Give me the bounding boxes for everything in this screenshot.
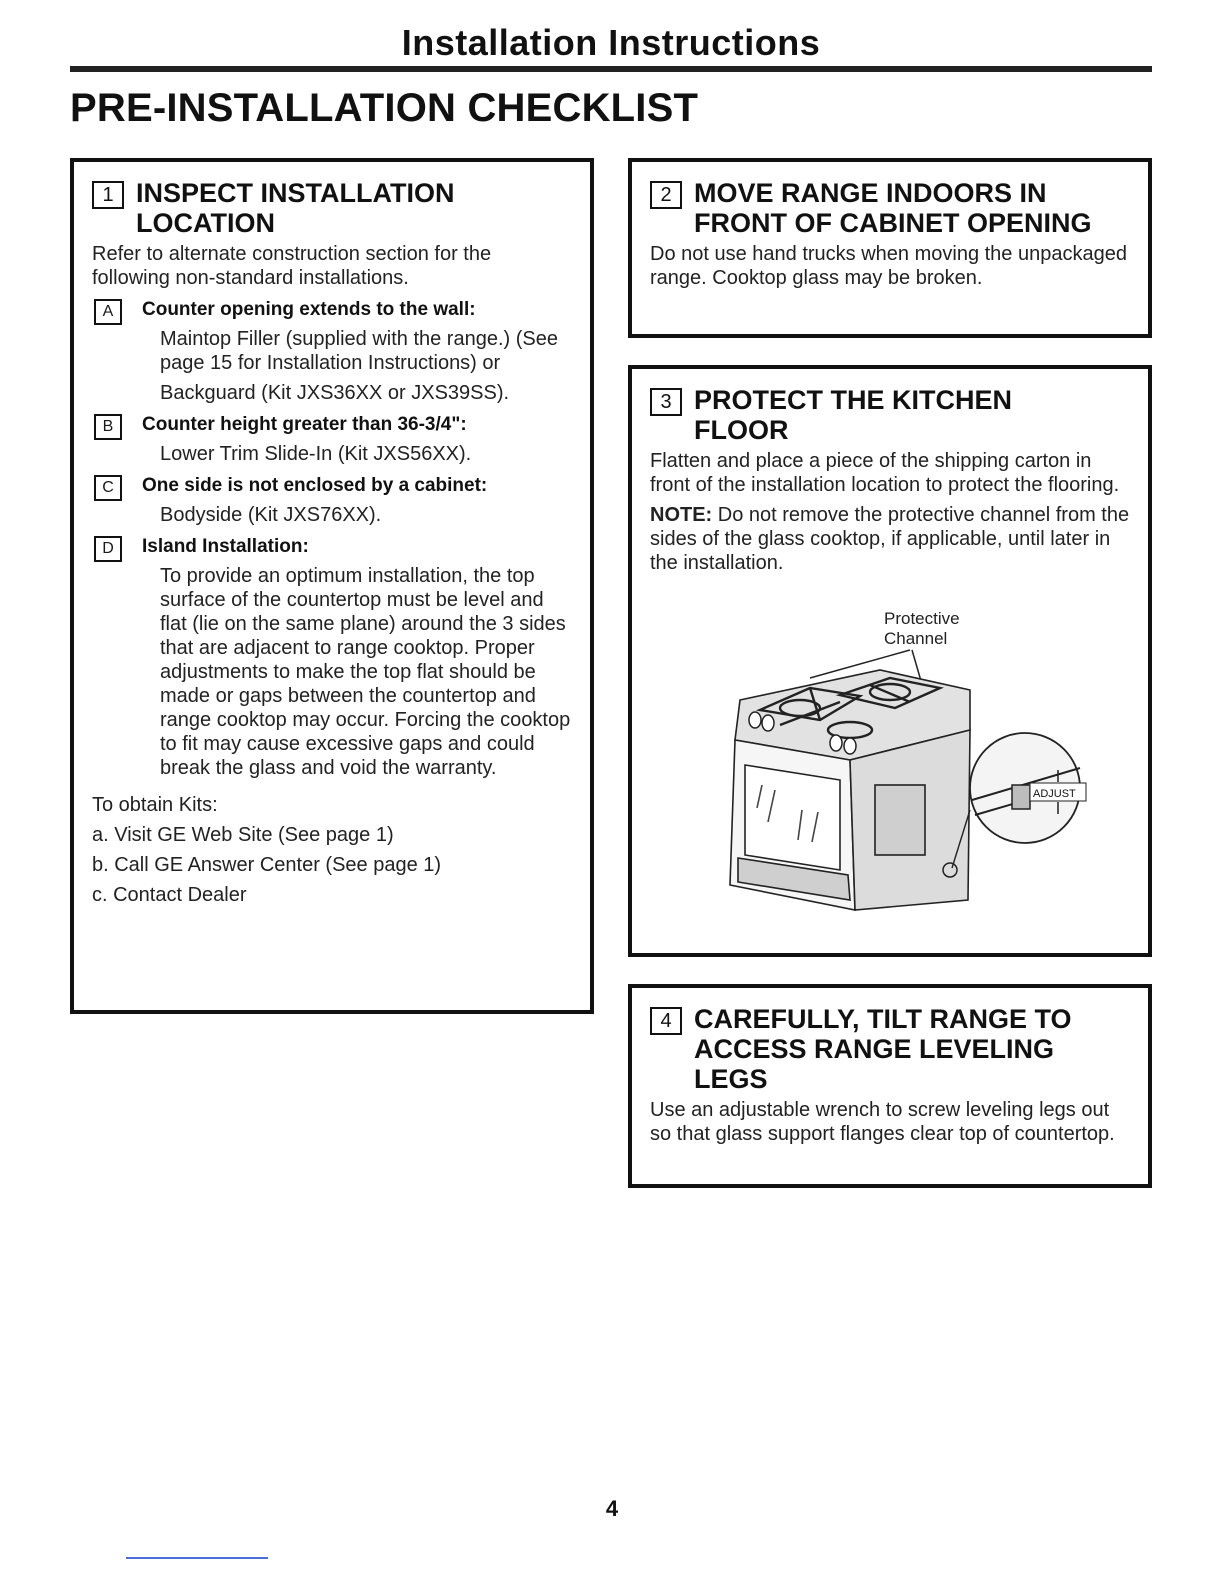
adjust-label: ADJUST xyxy=(1033,788,1076,800)
item-b-letter: B xyxy=(94,414,122,440)
item-c-heading: One side is not enclosed by a cabinet: xyxy=(142,475,488,496)
item-d-letter: D xyxy=(94,536,122,562)
item-a-letter: A xyxy=(94,299,122,325)
step-1-heading: INSPECT INSTALLATION LOCATION xyxy=(136,178,455,238)
item-b xyxy=(92,413,572,440)
note-label: NOTE: xyxy=(650,504,713,526)
kit-option-c: c. Contact Dealer xyxy=(92,884,247,906)
page-number: 4 xyxy=(605,1496,619,1521)
item-b-heading: Counter height greater than 36-3/4": xyxy=(142,414,467,435)
step-2-heading: MOVE RANGE INDOORS IN FRONT OF CABINET OPENING xyxy=(694,178,1092,238)
kits-intro: To obtain Kits: xyxy=(92,794,218,816)
kits-list xyxy=(92,790,572,910)
step-4-title xyxy=(650,1004,1130,1094)
note-text: Do not remove the protective channel from the sides of the glass cooktop, if applicable, until later in the installation. xyxy=(650,504,1130,574)
range-body xyxy=(730,670,970,910)
item-a-heading: Counter opening extends to the wall: xyxy=(142,299,476,320)
item-c-line-1: Bodyside (Kit JXS76XX). xyxy=(160,504,382,526)
step-4-number: 4 xyxy=(650,1007,682,1035)
item-d-body xyxy=(92,564,572,780)
item-d-heading: Island Installation: xyxy=(142,536,309,557)
diagram-label-channel: Channel xyxy=(884,629,948,648)
header-rule xyxy=(70,66,1152,72)
step-4-heading: CAREFULLY, TILT RANGE TO ACCESS RANGE LEVELING LEGS xyxy=(694,1004,1072,1094)
step-3-number: 3 xyxy=(650,388,682,416)
item-a xyxy=(92,298,572,325)
diagram-label-protective: Protective xyxy=(884,609,960,628)
range-diagram xyxy=(700,600,1110,940)
step-2-body: Do not use hand trucks when moving the unpackaged range. Cooktop glass may be broken. xyxy=(650,243,1127,289)
kit-option-a: a. Visit GE Web Site (See page 1) xyxy=(92,824,394,846)
step-3-note xyxy=(650,503,1130,575)
step-4-box xyxy=(628,984,1152,1188)
page-header: Installation Instructions xyxy=(401,22,821,63)
item-c-letter: C xyxy=(94,475,122,501)
item-b-line-1: Lower Trim Slide-In (Kit JXS56XX). xyxy=(160,443,472,465)
item-d xyxy=(92,535,572,562)
step-2-title xyxy=(650,178,1130,238)
step-3-body: Flatten and place a piece of the shipping carton in front of the installation location to protect the flooring. xyxy=(650,450,1120,496)
step-1-box xyxy=(70,158,594,1014)
item-a-body xyxy=(92,327,572,405)
item-d-line-1: To provide an optimum installation, the top surface of the countertop must be level and flat (lie on the same plane) around the 3 sides that are adjacent to range cooktop. Proper adjustments to make the top flat should be made or gaps between the countertop and range cooktop may occur. Forcing the cooktop to fit may cause excessive gaps and could break the glass and void the warranty. xyxy=(160,565,571,779)
item-c-body xyxy=(92,503,572,527)
step-1-title xyxy=(92,178,572,238)
step-3-title xyxy=(650,385,1130,445)
step-1-number: 1 xyxy=(92,181,124,209)
step-2-number: 2 xyxy=(650,181,682,209)
item-c xyxy=(92,474,572,501)
footer-link-underline xyxy=(126,1557,268,1559)
page-title: PRE-INSTALLATION CHECKLIST xyxy=(70,86,699,130)
item-b-body xyxy=(92,442,572,466)
item-a-line-1: Maintop Filler (supplied with the range.) (See page 15 for Installation Instructions) or xyxy=(160,328,558,374)
item-a-line-2: Backguard (Kit JXS36XX or JXS39SS). xyxy=(160,382,510,404)
step-1-intro: Refer to alternate construction section for the following non-standard installations. xyxy=(92,243,492,289)
step-2-box xyxy=(628,158,1152,338)
step-4-body: Use an adjustable wrench to screw leveling legs out so that glass support flanges clear top of countertop. xyxy=(650,1099,1115,1145)
kit-option-b: b. Call GE Answer Center (See page 1) xyxy=(92,854,442,876)
step-3-heading: PROTECT THE KITCHEN FLOOR xyxy=(694,385,1013,445)
